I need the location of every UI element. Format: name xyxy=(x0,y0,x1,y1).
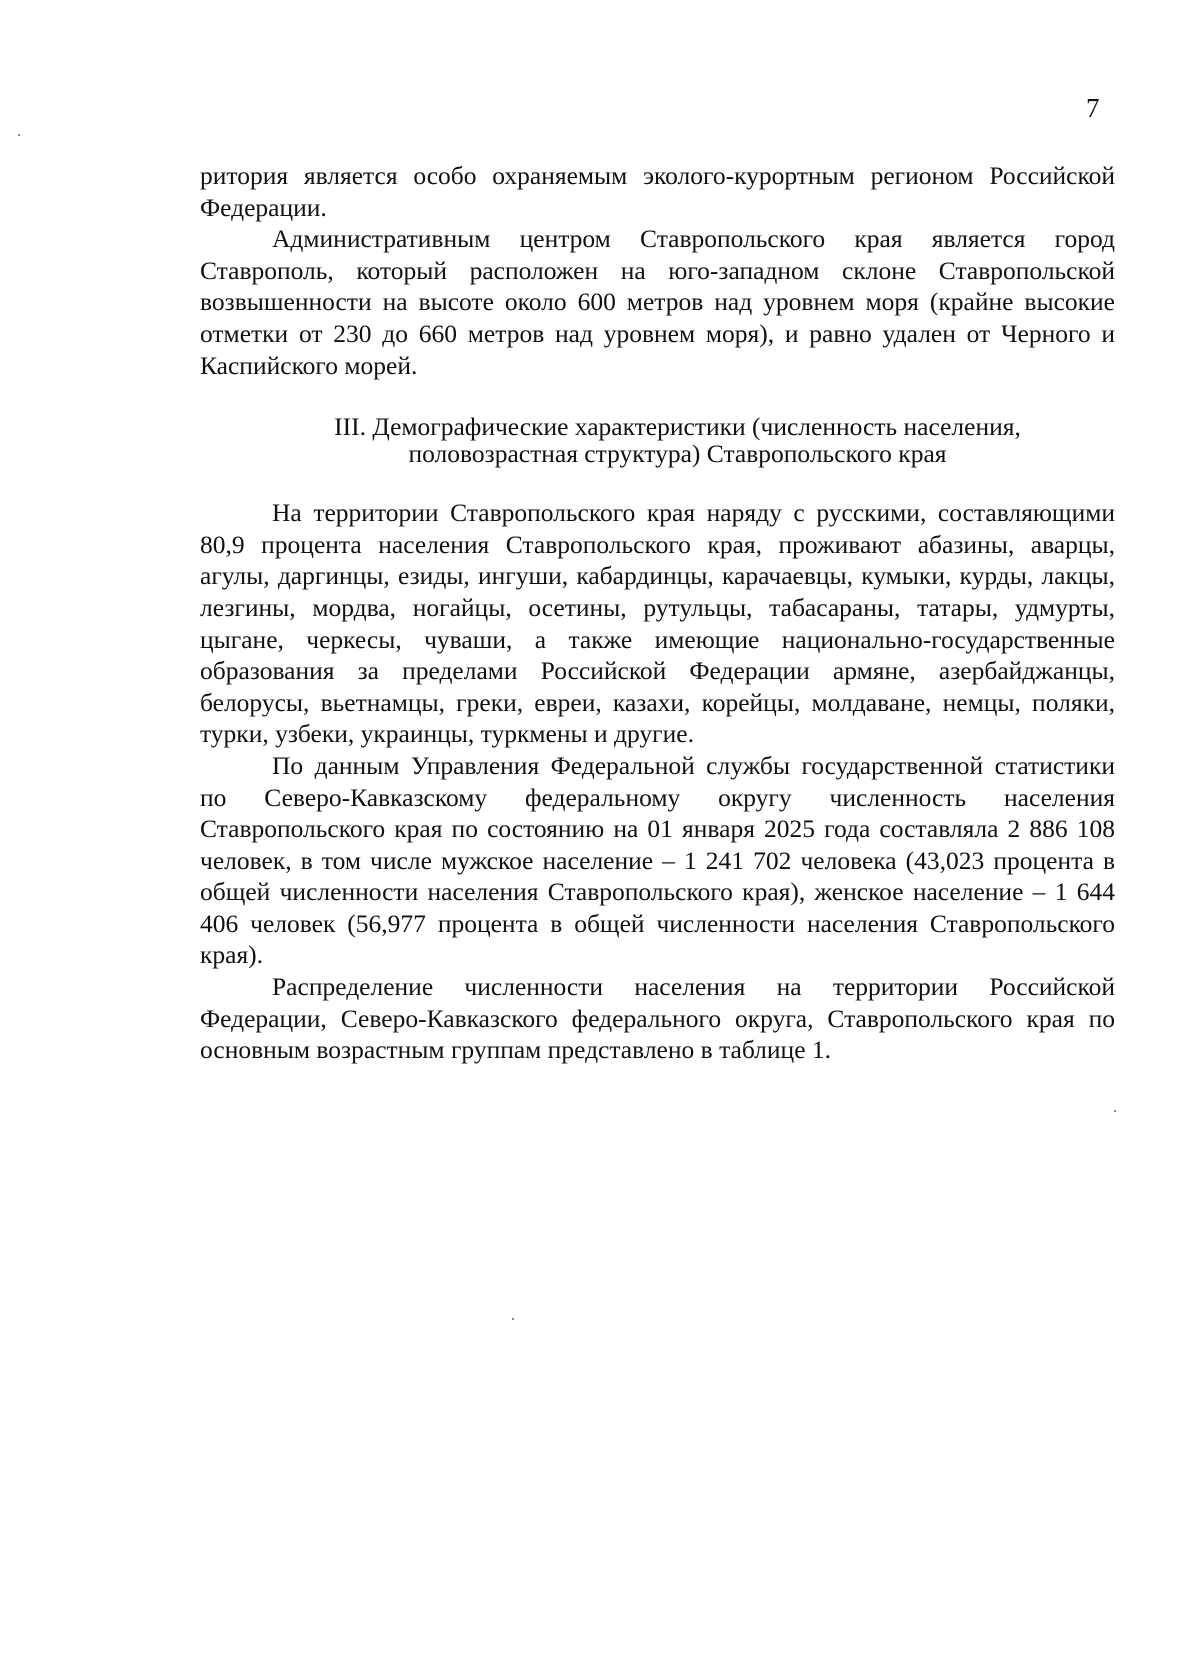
scan-speck xyxy=(18,134,20,136)
paragraph-administrative-center: Административным центром Ставропольского края является город Ставрополь, который расположен на юго-западном склоне Ставропольской возвышенности на высоте около 600 метров над уровнем моря (крайне высокие отметки от 230 до 660 метров над уровнем моря), и равно удален от Черного и Каспийского морей. xyxy=(200,224,1115,380)
paragraph-nationalities: На территории Ставропольского края наряду с русскими, составляющими 80,9 процента населения Ставропольского края, проживают абазины, аварцы, агулы, даргинцы, езиды, ингуши, кабардинцы, карачаевцы, кумыки, курды, лакцы, лезгины, мордва, ногайцы, осетины, рутульцы, табасараны, татары, удмурты, цыгане, черкесы, чуваши, а также имеющие национально-государственные образования за пределами Российской Федерации армяне, азербайджанцы, белорусы, вьетнамцы, греки, евреи, казахи, корейцы, молдаване, немцы, поляки, турки, узбеки, украинцы, туркмены и другие. xyxy=(200,498,1115,749)
section-heading-line-1: III. Демографические характеристики (численность населения, xyxy=(334,412,1021,442)
section-heading xyxy=(200,413,1115,467)
section-heading-line-2: половозрастная структура) Ставропольского края xyxy=(408,439,947,469)
paragraph-age-distribution: Распределение численности населения на территории Российской Федерации, Северо-Кавказского федерального округа, Ставропольского края по основным возрастным группам представлено в таблице 1. xyxy=(200,972,1115,1065)
paragraph-population-statistics: По данным Управления Федеральной службы государственной статистики по Северо-Кавказскому федеральному округу численность населения Ставропольского края по состоянию на 01 января 2025 года составляла 2 886 108 человек, в том числе мужское население – 1 241 702 человека (43,023 процента в общей численности населения Ставропольского края), женское население – 1 644 406 человек (56,977 процента в общей численности населения Ставропольского края). xyxy=(200,750,1115,970)
document-body xyxy=(200,160,1115,1066)
paragraph-territory-status: ритория является особо охраняемым эколого-курортным регионом Российской Федерации. xyxy=(200,161,1115,222)
scan-speck xyxy=(1114,1110,1116,1112)
page-number: 7 xyxy=(1086,93,1100,123)
scan-speck xyxy=(512,1318,514,1320)
